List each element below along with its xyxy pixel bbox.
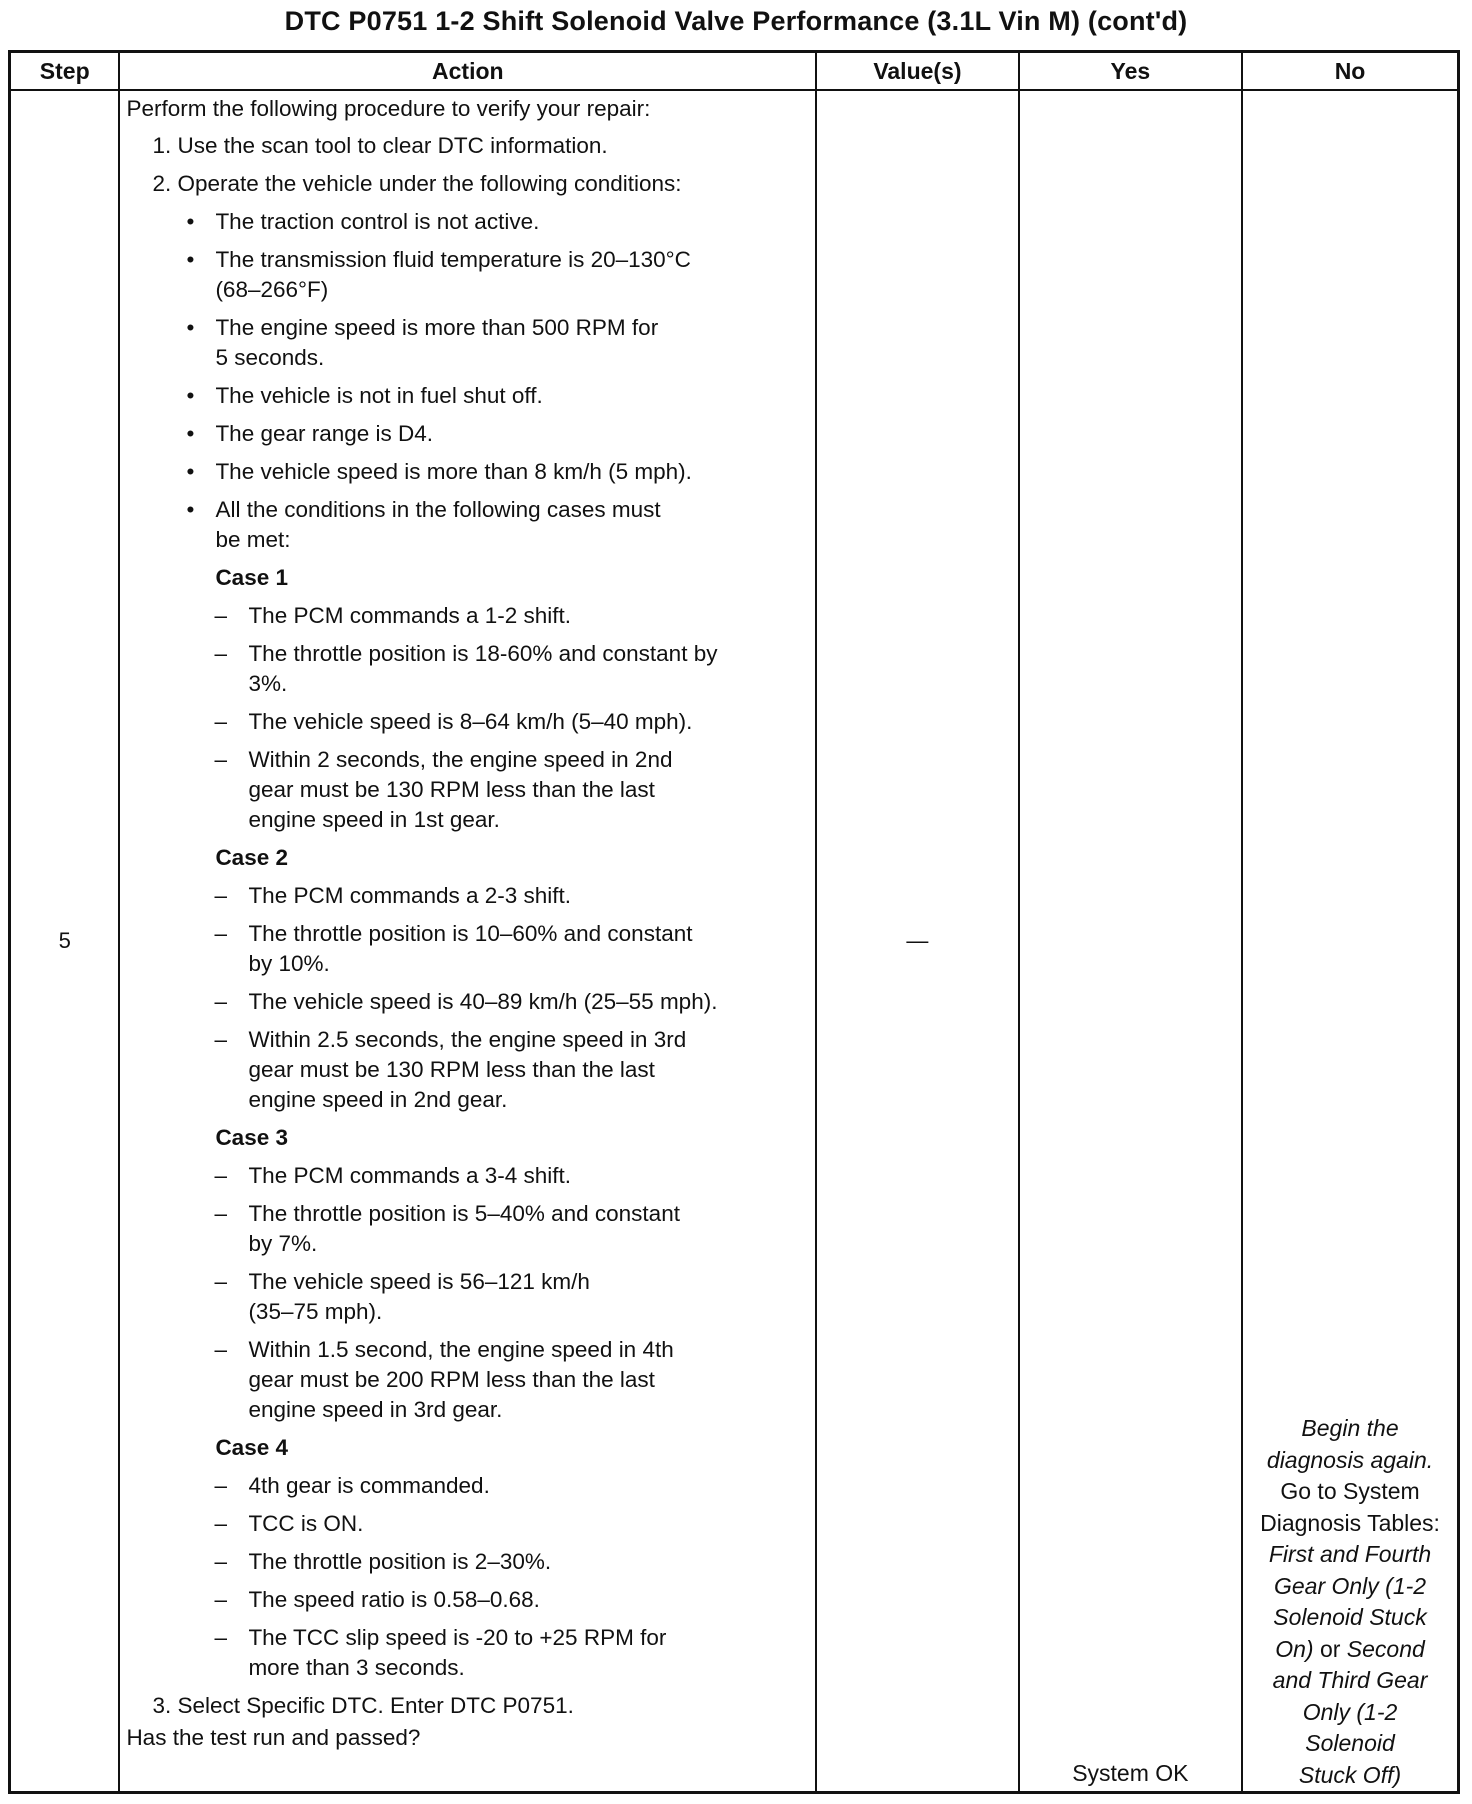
procedure-step-3: 3. Select Specific DTC. Enter DTC P0751. bbox=[152, 1693, 574, 1718]
yes-cell bbox=[1019, 90, 1242, 1793]
no-ref-line-8: Stuck Off) bbox=[1298, 1761, 1402, 1788]
header-yes: Yes bbox=[1019, 52, 1242, 91]
bullet-icon: • bbox=[186, 209, 195, 234]
condition-item: • The vehicle speed is more than 8 km/h (5 mph). bbox=[120, 457, 815, 487]
dash-icon: – bbox=[214, 1201, 227, 1226]
condition-item: • The engine speed is more than 500 RPM for bbox=[120, 313, 815, 343]
case-3-item: – The vehicle speed is 56–121 km/h bbox=[120, 1267, 815, 1297]
dash-icon: – bbox=[214, 989, 227, 1014]
no-goto-line-2: Diagnosis Tables: bbox=[1260, 1509, 1440, 1536]
header-no: No bbox=[1242, 52, 1458, 91]
case-3-label: Case 3 bbox=[215, 1125, 288, 1150]
no-ref-line-6: Only (1-2 bbox=[1302, 1698, 1398, 1725]
no-begin-line-1: Begin the bbox=[1301, 1415, 1399, 1441]
dash-icon: – bbox=[214, 1163, 227, 1188]
condition-item: • The traction control is not active. bbox=[120, 207, 815, 237]
page-title: DTC P0751 1-2 Shift Solenoid Valve Performance (3.1L Vin M) (cont'd) bbox=[284, 6, 1188, 36]
dash-icon: – bbox=[214, 1549, 227, 1574]
condition-item-cont: 5 seconds. bbox=[215, 345, 325, 370]
header-action: Action bbox=[119, 52, 816, 91]
table-row bbox=[10, 90, 1459, 1793]
header-step: Step bbox=[10, 52, 120, 91]
condition-item-cont: be met: bbox=[215, 527, 291, 552]
dash-icon: – bbox=[214, 1337, 227, 1362]
case-1-item: – The PCM commands a 1-2 shift. bbox=[120, 601, 815, 631]
dash-icon: – bbox=[214, 1269, 227, 1294]
case-1-item-cont: engine speed in 1st gear. bbox=[248, 807, 500, 832]
bullet-icon: • bbox=[186, 247, 195, 272]
case-1-item: – The throttle position is 18-60% and constant by bbox=[120, 639, 815, 669]
bullet-icon: • bbox=[186, 315, 195, 340]
no-ref-line-5: and Third Gear bbox=[1272, 1667, 1428, 1693]
no-goto-line-1: Go to System bbox=[1280, 1478, 1420, 1504]
dash-icon: – bbox=[214, 747, 227, 772]
dash-icon: – bbox=[214, 1511, 227, 1536]
case-2-label: Case 2 bbox=[215, 845, 288, 870]
header-row bbox=[10, 52, 1459, 91]
dash-icon: – bbox=[214, 1473, 227, 1498]
case-2-item: – The vehicle speed is 40–89 km/h (25–55 mph). bbox=[120, 987, 815, 1017]
no-ref-line-2: Gear Only (1-2 bbox=[1273, 1572, 1427, 1599]
bullet-icon: • bbox=[186, 459, 195, 484]
case-4-label: Case 4 bbox=[215, 1435, 288, 1460]
condition-item: • The transmission fluid temperature is 20–130°C bbox=[120, 245, 815, 275]
case-2-item: – The throttle position is 10–60% and constant bbox=[120, 919, 815, 949]
case-4-item: – TCC is ON. bbox=[120, 1509, 815, 1539]
no-ref-line-3: Solenoid Stuck bbox=[1273, 1604, 1427, 1630]
case-2-item-cont: by 10%. bbox=[248, 951, 330, 976]
procedure-step-1: 1. Use the scan tool to clear DTC information. bbox=[152, 133, 608, 158]
case-4-item: – The throttle position is 2–30%. bbox=[120, 1547, 815, 1577]
no-ref-line-7: Solenoid bbox=[1305, 1730, 1395, 1756]
bullet-icon: • bbox=[186, 383, 195, 408]
case-3-item-cont: gear must be 200 RPM less than the last bbox=[248, 1367, 655, 1392]
condition-item: • The gear range is D4. bbox=[120, 419, 815, 449]
dash-icon: – bbox=[214, 603, 227, 628]
dash-icon: – bbox=[214, 1587, 227, 1612]
case-1-item-cont: gear must be 130 RPM less than the last bbox=[248, 777, 655, 802]
intro-text: Perform the following procedure to verify your repair: bbox=[126, 96, 651, 121]
case-2-item-cont: engine speed in 2nd gear. bbox=[248, 1087, 508, 1112]
test-question: Has the test run and passed? bbox=[126, 1725, 421, 1750]
bullet-icon: • bbox=[186, 497, 195, 522]
diagnostic-table bbox=[8, 50, 1460, 1794]
yes-result: System OK bbox=[1072, 1760, 1189, 1786]
case-3-item: – The throttle position is 5–40% and constant bbox=[120, 1199, 815, 1229]
header-values: Value(s) bbox=[816, 52, 1019, 91]
dash-icon: – bbox=[214, 1027, 227, 1052]
action-cell bbox=[119, 90, 816, 1793]
no-ref-line-1: First and Fourth bbox=[1268, 1541, 1432, 1567]
dash-icon: – bbox=[214, 921, 227, 946]
condition-item: • All the conditions in the following cases must bbox=[120, 495, 815, 525]
no-begin-line-2: diagnosis again. bbox=[1266, 1446, 1434, 1473]
condition-item: • The vehicle is not in fuel shut off. bbox=[120, 381, 815, 411]
case-4-item: – 4th gear is commanded. bbox=[120, 1471, 815, 1501]
no-ref-line-4: On) or Second bbox=[1275, 1635, 1425, 1662]
case-1-item: – Within 2 seconds, the engine speed in 2nd bbox=[120, 745, 815, 775]
case-3-item-cont: by 7%. bbox=[248, 1231, 318, 1256]
case-4-item: – The speed ratio is 0.58–0.68. bbox=[120, 1585, 815, 1615]
case-1-item: – The vehicle speed is 8–64 km/h (5–40 mph). bbox=[120, 707, 815, 737]
case-1-item-cont: 3%. bbox=[248, 671, 288, 696]
case-3-item-cont: (35–75 mph). bbox=[248, 1299, 383, 1324]
dash-icon: – bbox=[214, 641, 227, 666]
case-2-item: – Within 2.5 seconds, the engine speed in 3rd bbox=[120, 1025, 815, 1055]
procedure-step-2: 2. Operate the vehicle under the following conditions: bbox=[152, 171, 682, 196]
case-3-item-cont: engine speed in 3rd gear. bbox=[248, 1397, 503, 1422]
step-number: 5 bbox=[10, 90, 120, 1793]
dash-icon: – bbox=[214, 1625, 227, 1650]
value-cell: — bbox=[816, 90, 1019, 1793]
dash-icon: – bbox=[214, 709, 227, 734]
case-4-item-cont: more than 3 seconds. bbox=[248, 1655, 465, 1680]
case-2-item: – The PCM commands a 2-3 shift. bbox=[120, 881, 815, 911]
case-1-label: Case 1 bbox=[215, 565, 288, 590]
condition-item-cont: (68–266°F) bbox=[215, 277, 329, 302]
no-cell bbox=[1242, 90, 1458, 1793]
case-4-item: – The TCC slip speed is -20 to +25 RPM for bbox=[120, 1623, 815, 1653]
dash-icon: – bbox=[214, 883, 227, 908]
case-2-item-cont: gear must be 130 RPM less than the last bbox=[248, 1057, 655, 1082]
case-3-item: – The PCM commands a 3-4 shift. bbox=[120, 1161, 815, 1191]
bullet-icon: • bbox=[186, 421, 195, 446]
case-3-item: – Within 1.5 second, the engine speed in 4th bbox=[120, 1335, 815, 1365]
